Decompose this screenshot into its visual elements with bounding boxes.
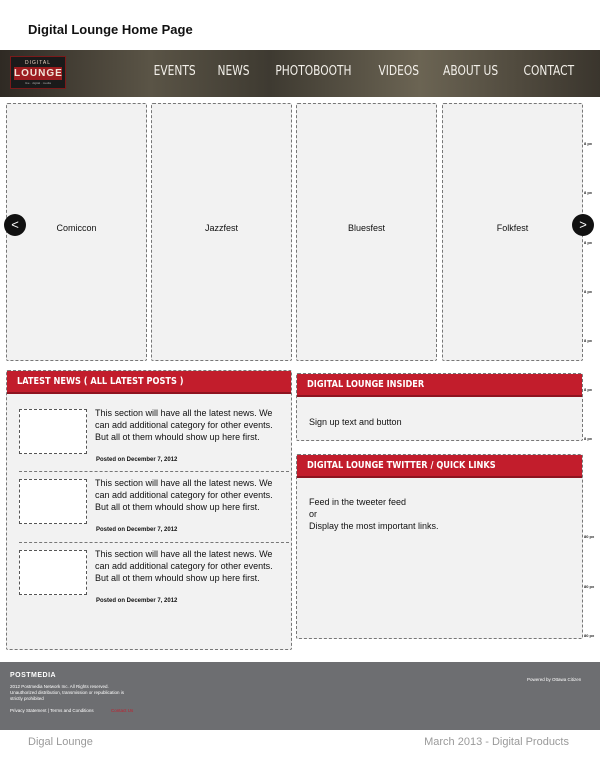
slide-label: Jazzfest <box>204 223 238 233</box>
footer-red-link[interactable]: Contact Us <box>111 708 134 713</box>
news-text: This section will have all the latest news. We can add additional category for other events. But all ot them whould show up here first. <box>95 408 273 442</box>
carousel-prev-arrow-icon[interactable]: < <box>4 214 26 236</box>
insider-signup-text[interactable]: Sign up text and button <box>309 417 402 427</box>
carousel-slide-comiccon[interactable] <box>6 103 147 361</box>
news-item[interactable] <box>19 409 289 473</box>
logo-sub-text: live · digital · media <box>25 81 51 85</box>
ruler-mark: 80 px <box>584 534 595 539</box>
slide-label: Comiccon <box>56 223 97 233</box>
nav-about-us[interactable]: ABOUT US <box>443 64 499 79</box>
news-posted-date: Posted on December 7, 2012 <box>96 598 178 604</box>
twitter-or-text: or <box>309 509 318 519</box>
news-thumbnail[interactable] <box>19 479 87 524</box>
site-logo[interactable] <box>10 56 66 89</box>
news-divider <box>19 471 289 472</box>
latest-news-header <box>7 371 291 394</box>
ruler-mark: 8 px <box>584 338 593 343</box>
ruler-mark: 80 px <box>584 584 595 589</box>
twitter-links-text: Display the most important links. <box>309 521 439 531</box>
ruler-mark: 8 px <box>584 387 593 392</box>
footer-links[interactable]: Privacy Statement | Terms and Conditions <box>10 708 94 713</box>
nav-videos[interactable]: VIDEOS <box>378 64 419 79</box>
site-footer <box>0 662 600 730</box>
logo-top-text: DIGITAL <box>24 60 52 66</box>
ruler-mark: 8 px <box>584 240 593 245</box>
news-text: This section will have all the latest news. We can add additional category for other events. But all ot them whould show up here first. <box>95 478 273 512</box>
news-thumbnail[interactable] <box>19 550 87 595</box>
site-header <box>0 50 600 97</box>
news-item[interactable] <box>19 479 289 543</box>
latest-news-panel <box>6 370 292 650</box>
twitter-feed-text: Feed in the tweeter feed <box>309 497 407 507</box>
nav-news[interactable]: NEWS <box>217 64 250 79</box>
twitter-title: DIGITAL LOUNGE TWITTER / QUICK LINKS <box>307 460 496 471</box>
page-title: Digital Lounge Home Page <box>28 22 193 37</box>
footer-powered-by: Powered by Ottawa Citizen <box>527 677 582 682</box>
twitter-panel <box>296 454 583 639</box>
ruler-mark: 8 px <box>584 289 593 294</box>
slide-label: Folkfest <box>496 223 529 233</box>
carousel-slide-bluesfest[interactable] <box>296 103 437 361</box>
footer-logo[interactable]: POSTMEDIA <box>10 672 57 679</box>
news-item[interactable] <box>19 550 289 614</box>
slide-label: Bluesfest <box>347 223 386 233</box>
carousel-slide-folkfest[interactable] <box>442 103 583 361</box>
ruler-mark: 8 px <box>584 141 593 146</box>
news-text: This section will have all the latest news. We can add additional category for other events. But all ot them whould show up here first. <box>95 549 273 583</box>
main-nav <box>135 64 580 79</box>
news-posted-date: Posted on December 7, 2012 <box>96 457 178 463</box>
news-thumbnail[interactable] <box>19 409 87 454</box>
ruler-mark: 8 px <box>584 190 593 195</box>
latest-news-title[interactable]: LATEST NEWS ( ALL LATEST POSTS ) <box>17 376 184 387</box>
nav-contact[interactable]: CONTACT <box>523 64 575 79</box>
news-posted-date: Posted on December 7, 2012 <box>96 527 178 533</box>
news-divider <box>19 542 289 543</box>
nav-photobooth[interactable]: PHOTOBOOTH <box>275 64 352 79</box>
bottom-right-caption: March 2013 - Digital Products <box>424 736 569 748</box>
carousel-slide-jazzfest[interactable] <box>151 103 292 361</box>
ruler-mark: 8 px <box>584 436 593 441</box>
insider-header <box>297 374 582 397</box>
nav-events[interactable]: EVENTS <box>153 64 196 79</box>
ruler-mark: 80 px <box>584 633 595 638</box>
twitter-header <box>297 455 582 478</box>
logo-main-text: LOUNGE <box>14 68 63 79</box>
bottom-left-caption: Digal Lounge <box>28 736 93 748</box>
insider-title: DIGITAL LOUNGE INSIDER <box>307 379 425 390</box>
carousel-next-arrow-icon[interactable]: > <box>572 214 594 236</box>
footer-copyright: 2012 Postmedia Network Inc. All Rights reserved. Unauthorized distribution, transmission or republication is strictly prohibited <box>10 684 125 701</box>
insider-panel <box>296 373 583 441</box>
